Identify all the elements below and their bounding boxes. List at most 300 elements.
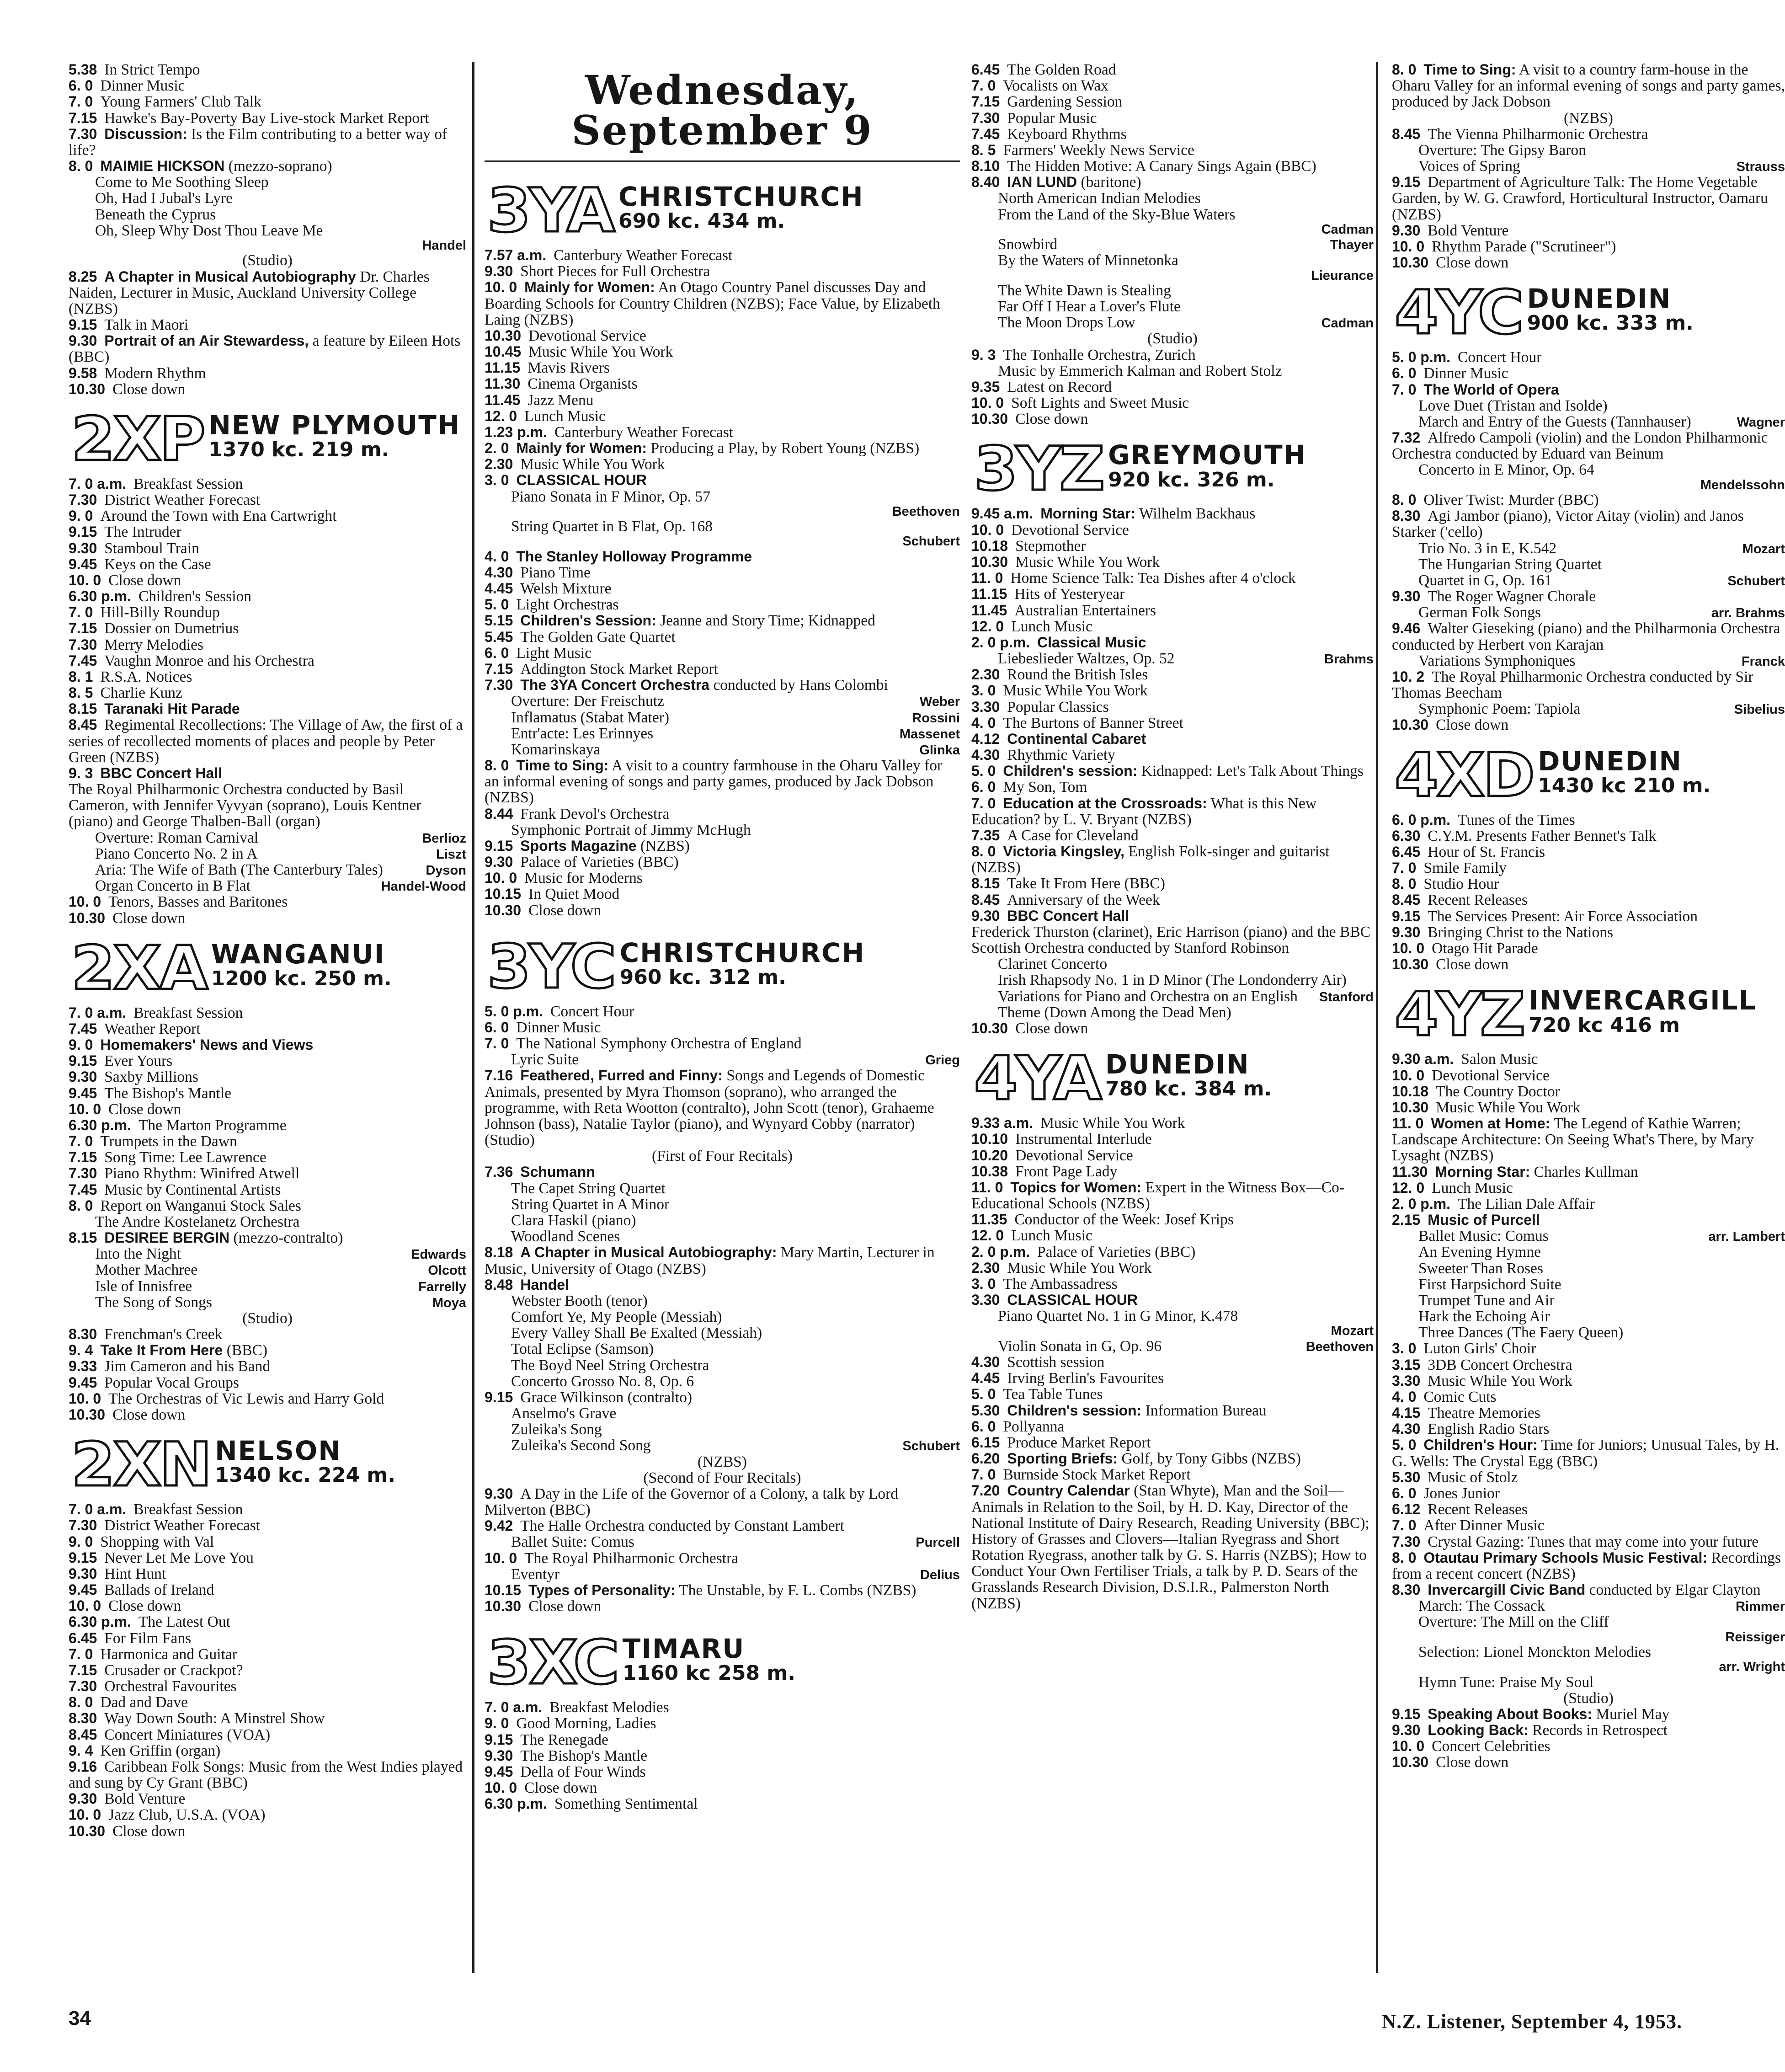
entry-text: My Son, Tom [1003, 779, 1087, 796]
programme-entry [69, 1727, 466, 1743]
programme-entry [1392, 1582, 1785, 1598]
station-info [1527, 283, 1694, 335]
entry-text: Frederick Thurston (clarinet), Eric Harrison (piano) and the BBC Scottish Orchestra conducted by Stanford Robinson [971, 923, 1370, 957]
entry-time: 9.33 a.m. [971, 1115, 1034, 1132]
entry-time: 8.45 [69, 1726, 97, 1743]
entry-text: Children's Session [138, 588, 252, 605]
entry-title: Otautau Primary Schools Music Festival: [1423, 1549, 1707, 1566]
column-2 [485, 62, 960, 1973]
programme-entry [971, 522, 1374, 538]
programme-entry [69, 894, 466, 910]
column-1 [69, 62, 466, 1973]
programme-entry [485, 1164, 960, 1180]
entry-time: 5. 0 [971, 763, 996, 780]
programme-entry [69, 1614, 466, 1630]
programme-entry [485, 870, 960, 886]
programme-entry [69, 1517, 466, 1533]
programme-entry [1392, 349, 1785, 365]
programme-entry [485, 1699, 960, 1715]
entry-time: 9.58 [69, 364, 97, 381]
station-city: CHRISTCHURCH [619, 937, 865, 968]
programme-entry [1392, 876, 1785, 892]
entry-time: 10.30 [485, 327, 522, 344]
programme-item [485, 1052, 960, 1068]
item-text: Piano Quartet No. 1 in G Minor, K.478 [998, 1308, 1238, 1325]
item-text: The Boyd Neel String Orchestra [511, 1356, 709, 1374]
entry-text: The Country Doctor [1436, 1083, 1560, 1100]
entry-text: Hits of Yesteryear [1014, 586, 1125, 603]
programme-entry [485, 565, 960, 581]
programme-entry [485, 279, 960, 328]
station-header [974, 434, 1374, 505]
entry-text: Dinner Music [516, 1019, 601, 1036]
entry-time: 7.30 [69, 125, 97, 142]
entry-time: 10. 0 [69, 1100, 101, 1117]
programme-entry [69, 588, 466, 604]
entry-time: 9.45 [69, 1084, 97, 1101]
programme-item [971, 299, 1374, 315]
entry-time: 10. 0 [971, 521, 1004, 538]
composer: Purcell [916, 1535, 960, 1550]
composer: Glinka [919, 742, 960, 758]
entry-text: Kidnapped: Let's Talk About Things [1137, 763, 1364, 780]
programme-entry [1392, 892, 1785, 908]
programme-entry [69, 1085, 466, 1101]
programme-entry [971, 619, 1374, 635]
item-text: String Quartet in B Flat, Op. 168 [511, 518, 713, 535]
entry-time: 6.20 [971, 1450, 1000, 1467]
programme-entry [69, 1375, 466, 1391]
entry-time: 4.30 [971, 747, 1000, 764]
entry-text: Australian Entertainers [1014, 602, 1156, 619]
entry-text: Studio Hour [1423, 876, 1499, 893]
entry-time: 9.30 [1392, 1722, 1421, 1739]
entry-text: Breakfast Session [133, 1501, 243, 1518]
entry-text: Devotional Service [1011, 521, 1129, 539]
entry-title: Topics for Women: [1010, 1179, 1142, 1196]
entry-text: The Roger Wagner Chorale [1428, 588, 1596, 605]
item-text: Variations for Piano and Orchestra on an English Theme (Down Among the Dead Men) [998, 988, 1298, 1021]
programme-entry [485, 472, 960, 488]
entry-time: 8.45 [69, 716, 97, 733]
programme-entry [1392, 812, 1785, 828]
entry-time: 4.45 [485, 580, 513, 597]
entry-title: Types of Personality: [528, 1581, 676, 1598]
entry-time: 10. 0 [1392, 1067, 1425, 1084]
station-logo: 2XP [71, 404, 204, 475]
programme-entry [485, 1020, 960, 1036]
item-text: Hark the Echoing Air [1418, 1308, 1550, 1325]
entry-time: 7.30 [1392, 1533, 1421, 1550]
entry-title: Classical Music [1037, 634, 1146, 651]
programme-entry [485, 629, 960, 645]
programme-entry [971, 1370, 1374, 1386]
programme-entry [69, 1630, 466, 1646]
programme-entry [485, 549, 960, 565]
entry-text: Close down [108, 571, 181, 589]
item-text: Zuleika's Song [511, 1421, 602, 1438]
entry-time: 2. 0 [485, 440, 509, 457]
programme-item [485, 1566, 960, 1582]
programme-entry [1392, 1754, 1785, 1770]
entry-text: Close down [1436, 254, 1509, 272]
programme-entry [971, 699, 1374, 715]
entry-title: MAIMIE HICKSON [100, 158, 225, 175]
station-header [487, 931, 960, 1002]
entry-text: Music While You Work [1040, 1115, 1185, 1132]
entry-text: Canterbury Weather Forecast [554, 423, 734, 441]
entry-text: Dad and Dave [100, 1694, 188, 1711]
programme-entry [1392, 1068, 1785, 1084]
programme-entry [1392, 1485, 1785, 1501]
entry-time: 8.10 [971, 158, 1000, 175]
entry-time: 7.45 [971, 125, 1000, 142]
entry-time: 9.30 [485, 1747, 513, 1764]
programme-entry [69, 158, 466, 174]
entry-text: Concert Celebrities [1432, 1738, 1551, 1755]
programme-item [485, 726, 960, 742]
programme-entry [69, 910, 466, 926]
station-info [623, 1633, 795, 1685]
entry-time: 7.30 [69, 1165, 97, 1182]
entry-time: 3.15 [1392, 1356, 1421, 1373]
entry-time: 5.38 [69, 61, 97, 78]
programme-entry [485, 1036, 960, 1052]
item-text: Irish Rhapsody No. 1 in D Minor (The Londonderry Air) [998, 972, 1347, 989]
entry-text: The National Symphony Orchestra of England [516, 1035, 802, 1052]
programme-entry [971, 554, 1374, 570]
item-text: The Hungarian String Quartet [1418, 555, 1602, 573]
entry-time: 9.30 [69, 332, 97, 349]
programme-item [1392, 1674, 1785, 1690]
programme-entry [69, 126, 466, 158]
programme-entry [485, 263, 960, 279]
entry-time: 9.45 [485, 1763, 513, 1780]
composer: Wagner [1737, 415, 1785, 430]
programme-item [1392, 462, 1785, 478]
item-text: First Harpsichord Suite [1418, 1276, 1561, 1293]
item-text: Variations Symphoniques [1418, 652, 1576, 669]
entry-time: 9.15 [485, 1388, 513, 1405]
composer: Schubert [902, 1439, 960, 1454]
station-info [620, 937, 865, 989]
entry-text: Music While You Work [1015, 554, 1160, 571]
entry-time: 9.30 [971, 907, 1000, 924]
centered-note: (First of Four Recitals) [652, 1148, 793, 1165]
entry-title: A Chapter in Musical Autobiography: [520, 1244, 777, 1261]
entry-title: Morning Star: [1435, 1163, 1530, 1180]
station-city: INVERCARGILL [1529, 985, 1757, 1016]
programme-entry [1392, 940, 1785, 956]
programme-entry [971, 1148, 1374, 1164]
programme-entry [69, 781, 466, 830]
entry-time: 11.30 [1392, 1163, 1428, 1180]
entry-time: 10.30 [1392, 1099, 1429, 1116]
programme-entry [69, 1182, 466, 1198]
entry-text: The Royal Philharmonic Orchestra conducted by Sir Thomas Beecham [1392, 668, 1753, 702]
station-city: DUNEDIN [1538, 745, 1682, 777]
entry-time: 9.30 [485, 1485, 513, 1502]
item-text: Symphonic Poem: Tapiola [1418, 700, 1581, 718]
entry-time: 7.45 [69, 652, 97, 669]
entry-text: Devotional Service [528, 327, 646, 344]
composer: Rossini [912, 710, 960, 726]
entry-text: Burnside Stock Market Report [1003, 1466, 1191, 1484]
programme-entry [1392, 365, 1785, 381]
entry-time: 7. 0 [69, 1133, 93, 1150]
programme-entry [69, 269, 466, 317]
entry-text: Instrumental Interlude [1015, 1131, 1152, 1148]
programme-entry [1392, 430, 1785, 462]
programme-entry [971, 1435, 1374, 1451]
station-logo: 4XD [1395, 740, 1533, 811]
entry-title: CLASSICAL HOUR [1007, 1292, 1138, 1308]
station-city: GREYMOUTH [1108, 439, 1307, 471]
item-text: Selection: Lionel Monckton Melodies [1418, 1643, 1651, 1661]
programme-entry [1392, 1084, 1785, 1100]
entry-title: Schumann [520, 1164, 595, 1180]
programme-item [1392, 604, 1785, 620]
entry-title: Continental Cabaret [1007, 730, 1146, 747]
entry-text: Bringing Christ to the Nations [1428, 924, 1613, 941]
item-text: Snowbird [998, 236, 1058, 253]
programme-entry [69, 1326, 466, 1342]
programme-entry [971, 126, 1374, 142]
programme-entry [69, 333, 466, 365]
programme-entry [69, 685, 466, 701]
entry-text: Close down [112, 380, 186, 398]
entry-time: 9. 0 [69, 1036, 93, 1053]
item-text: March and Entry of the Guests (Tannhauser) [1418, 413, 1691, 430]
entry-time: 7.32 [1392, 429, 1421, 446]
entry-time: 8.18 [485, 1244, 513, 1261]
composer: Schubert [902, 534, 960, 549]
entry-text: Vaughn Monroe and his Orchestra [104, 652, 314, 669]
entry-text: Around the Town with Ena Cartwright [100, 507, 337, 525]
entry-text: Songs and Legends of Domestic Animals, presented by Myra Thomson (soprano), who arranged the programme, with Reta Wootton (contralto), John Scott (tenor), Grahaeme Johnson (bass), Natalie Taylor (piano), and Wynyard Cobby (narrator) (Studio) [485, 1067, 934, 1149]
item-text: Three Dances (The Faery Queen) [1418, 1324, 1624, 1341]
programme-item [485, 822, 960, 838]
programme-entry [485, 597, 960, 613]
entry-time: 2.30 [971, 666, 1000, 683]
entry-text: The Bishop's Mantle [520, 1747, 648, 1764]
entry-text: Regimental Recollections: The Village of Aw, the first of a series of recollected moments of places and people by Peter Green (NZBS) [69, 716, 463, 766]
programme-entry [971, 763, 1374, 779]
entry-text: Otago Hit Parade [1432, 940, 1538, 957]
entry-time: 7.15 [69, 1149, 97, 1166]
entry-text: District Weather Forecast [104, 491, 261, 509]
programme-entry [69, 1710, 466, 1726]
entry-text: Popular Vocal Groups [104, 1374, 239, 1391]
composer: Edwards [411, 1247, 466, 1262]
programme-entry [971, 1292, 1374, 1308]
entry-text: Close down [1436, 1754, 1509, 1771]
entry-time: 8.30 [1392, 1581, 1421, 1598]
item-text: March: The Cossack [1418, 1597, 1545, 1615]
entry-text: A Day in the Life of the Governor of a Colony, a talk by Lord Milverton (BBC) [485, 1485, 899, 1519]
entry-time: 9.30 [1392, 924, 1421, 940]
programme-entry [69, 1358, 466, 1374]
entry-text: Stepmother [1015, 537, 1086, 555]
entry-time: 8.30 [1392, 507, 1421, 524]
composer: arr. Lambert [1708, 1229, 1785, 1244]
programme-entry [1392, 1357, 1785, 1373]
item-text: Inflamatus (Stabat Mater) [511, 709, 670, 726]
item-text: Liebeslieder Waltzes, Op. 52 [998, 650, 1175, 668]
entry-time: 7. 0 [1392, 381, 1417, 398]
entry-time: 7.30 [69, 636, 97, 653]
composer: Mozart [1742, 541, 1785, 556]
programme-entry [971, 828, 1374, 844]
item-text: Far Off I Hear a Lover's Flute [998, 298, 1181, 315]
entry-text: Music for Moderns [524, 870, 643, 887]
programme-entry [69, 508, 466, 524]
entry-text: The Services Present: Air Force Association [1428, 908, 1698, 925]
programme-entry [69, 110, 466, 126]
entry-time: 4. 0 [485, 548, 509, 565]
entry-time: 10. 0 [971, 395, 1004, 411]
programme-entry [69, 1646, 466, 1662]
entry-time: 8. 0 [1392, 491, 1417, 508]
station-frequency: 900 kc. 333 m. [1527, 311, 1694, 335]
day-heading: Wednesday, September 9 [485, 62, 960, 162]
programme-entry [69, 1582, 466, 1598]
entry-time: 4.30 [1392, 1420, 1421, 1437]
entry-time: 8. 0 [69, 158, 93, 175]
entry-time: 12. 0 [1392, 1179, 1425, 1196]
programme-entry [1392, 382, 1785, 398]
programme-entry [1392, 588, 1785, 604]
entry-text: Producing a Play, by Robert Young (NZBS) [647, 440, 920, 457]
programme-entry [1392, 1421, 1785, 1437]
entry-time: 8.15 [69, 1229, 97, 1246]
entry-text: Jim Cameron and his Band [104, 1358, 271, 1375]
station-header [1395, 979, 1785, 1050]
entry-text: The Tonhalle Orchestra, Zurich [1003, 346, 1196, 363]
programme-entry [69, 604, 466, 620]
entry-text: Alfredo Campoli (violin) and the London Philharmonic Orchestra conducted by Eduard van Beinum [1392, 429, 1768, 463]
entry-text: Recent Releases [1428, 1501, 1528, 1518]
programme-entry [971, 779, 1374, 795]
entry-title: Morning Star: [1040, 505, 1136, 522]
programme-item [971, 988, 1374, 1020]
entry-time: 6.30 p.m. [69, 1613, 131, 1630]
entry-time: 9.35 [971, 378, 1000, 395]
entry-time: 9.30 [485, 263, 513, 280]
entry-time: 10.18 [971, 537, 1008, 554]
item-text: Oh, Sleep Why Dost Thou Leave Me [95, 222, 323, 239]
programme-entry [69, 476, 466, 492]
entry-text: Golf, by Tony Gibbs (NZBS) [1118, 1450, 1301, 1468]
entry-time: 7. 0 a.m. [69, 1501, 127, 1518]
entry-text: Vocalists on Wax [1003, 77, 1108, 95]
station-logo: 3XC [487, 1628, 618, 1698]
entry-time: 9. 0 [485, 1715, 509, 1732]
entry-text: Light Music [516, 644, 592, 662]
station-info [211, 938, 392, 990]
station-frequency: 690 kc. 434 m. [618, 209, 785, 233]
entry-time: 8. 1 [69, 668, 93, 685]
programme-entry [971, 347, 1374, 363]
composer: Moya [432, 1295, 466, 1310]
entry-text: Music While You Work [1007, 1259, 1152, 1276]
programme-entry [69, 1678, 466, 1694]
entry-title: BBC Concert Hall [100, 764, 223, 781]
programme-entry [1392, 223, 1785, 239]
entry-text: Oliver Twist: Murder (BBC) [1423, 491, 1599, 509]
entry-time: 8. 0 [1392, 61, 1417, 78]
entry-text: Take It From Here (BBC) [1007, 875, 1165, 892]
programme-item [69, 830, 466, 846]
programme-entry [485, 838, 960, 854]
entry-time: 10. 0 [69, 1390, 101, 1407]
entry-time: 10.30 [69, 909, 106, 926]
programme-entry [485, 1068, 960, 1148]
programme-entry [971, 158, 1374, 174]
entry-time: 4.15 [1392, 1404, 1421, 1421]
entry-time: 6.30 p.m. [69, 1116, 131, 1133]
programme-entry [1392, 174, 1785, 223]
entry-text: Conductor of the Week: Josef Krips [1014, 1211, 1234, 1228]
entry-title: The Stanley Holloway Programme [516, 548, 752, 565]
entry-time: 8. 0 [1392, 876, 1417, 892]
entry-text: Crystal Gazing: Tunes that may come into your future [1428, 1533, 1759, 1550]
programme-item [1392, 1308, 1785, 1324]
programme-entry [1392, 1164, 1785, 1180]
entry-time: 6. 0 [971, 779, 996, 796]
station-header [1395, 740, 1785, 811]
station-info [1105, 1048, 1272, 1100]
entry-time: 10.20 [971, 1147, 1008, 1164]
entry-time: 3. 0 [971, 682, 996, 699]
entry-time: 2.30 [485, 456, 513, 473]
programme-entry [69, 94, 466, 110]
entry-time: 9.30 [69, 1790, 97, 1807]
entry-time: 7. 0 [971, 77, 996, 94]
entry-text: Palace of Varieties (BBC) [1037, 1243, 1196, 1260]
entry-text: conducted by Hans Colombi [709, 677, 888, 694]
programme-item [1392, 540, 1785, 556]
item-text: Concerto Grosso No. 8, Op. 6 [511, 1372, 694, 1390]
station-frequency: 920 kc. 326 m. [1108, 468, 1275, 491]
composer: Farrelly [418, 1279, 466, 1294]
centered-note: (NZBS) [1564, 109, 1613, 127]
programme-entry [971, 1180, 1374, 1212]
entry-text: Music While You Work [528, 343, 673, 361]
programme-entry [971, 142, 1374, 158]
entry-time: 9.15 [69, 1052, 97, 1069]
item-text: Symphonic Portrait of Jimmy McHugh [511, 821, 751, 838]
entry-text: Popular Classics [1007, 698, 1109, 716]
entry-text: Close down [1436, 956, 1509, 973]
entry-text: Devotional Service [1015, 1147, 1133, 1164]
programme-item [1392, 142, 1785, 158]
entry-title: Homemakers' News and Views [100, 1036, 314, 1053]
composer: Stanford [1319, 989, 1374, 1004]
entry-time: 6.30 p.m. [69, 588, 131, 605]
programme-entry [1392, 1550, 1785, 1582]
entry-text: Della of Four Winds [520, 1763, 646, 1780]
entry-title: Children's Session: [520, 612, 656, 629]
programme-item [69, 223, 466, 239]
programme-entry [69, 1021, 466, 1037]
programme-entry [1392, 239, 1785, 255]
entry-time: 2. 0 p.m. [971, 1243, 1030, 1260]
entry-title: Feathered, Furred and Finny: [520, 1067, 723, 1084]
entry-time: 8. 0 [1392, 1549, 1417, 1566]
entry-text: English Folk-singer and guitarist (NZBS) [971, 843, 1330, 876]
item-text: Music by Emmerich Kalman and Robert Stolz [998, 362, 1282, 379]
